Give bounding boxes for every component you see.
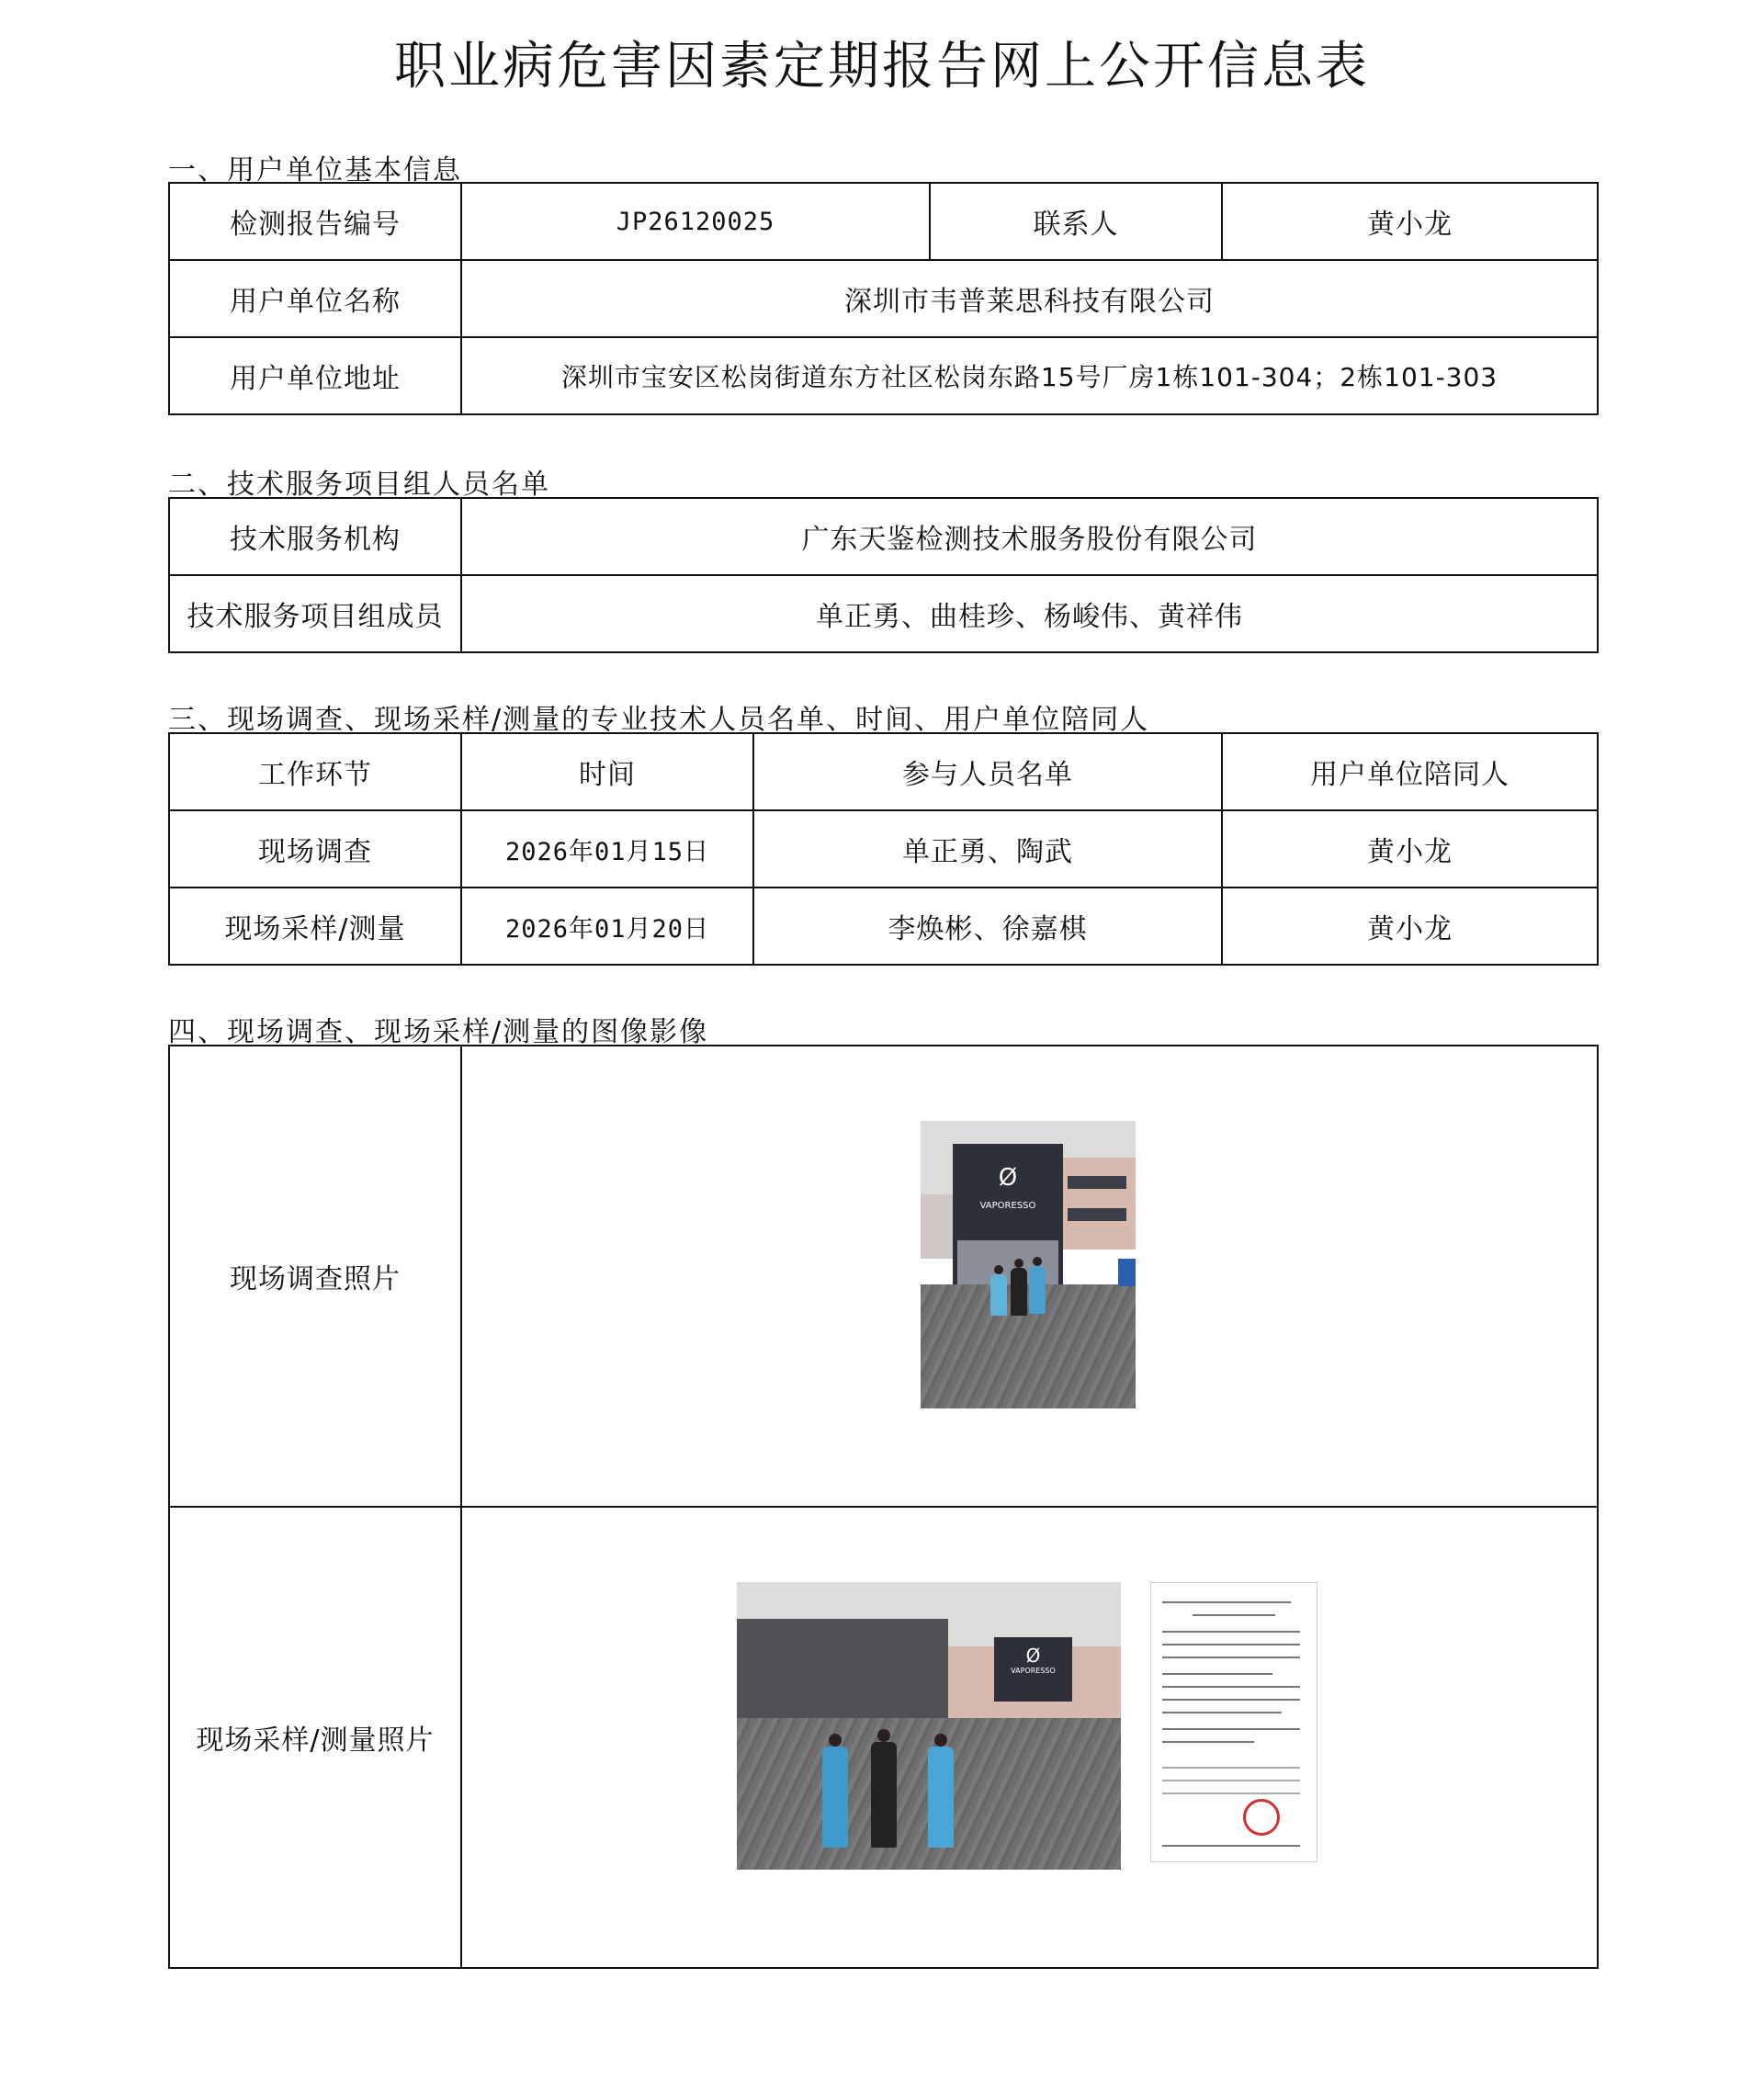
sampling-photo-label: 现场采样/测量照片: [169, 1507, 461, 1968]
survey-photo: [921, 1121, 1136, 1408]
person: [822, 1747, 848, 1848]
participants: 单正勇、陶武: [753, 810, 1222, 888]
sampling-photo: [737, 1582, 1121, 1870]
header-escort: 用户单位陪同人: [1222, 733, 1598, 810]
logo-icon: Ø: [1025, 1645, 1041, 1667]
participants: 李焕彬、徐嘉棋: [753, 888, 1222, 965]
header-work-stage: 工作环节: [169, 733, 461, 810]
report-no-value: JP26120025: [461, 183, 930, 260]
section-4-heading: 四、现场调查、现场采样/测量的图像影像: [168, 1016, 709, 1048]
company-sign: [994, 1637, 1072, 1702]
contact-value: 黄小龙: [1222, 183, 1598, 260]
escort: 黄小龙: [1222, 810, 1598, 888]
team-members-value: 单正勇、曲桂珍、杨峻伟、黄祥伟: [461, 575, 1598, 652]
building: [1058, 1158, 1136, 1250]
page-title: 职业病危害因素定期报告网上公开信息表: [394, 37, 1370, 96]
work-stage: 现场采样/测量: [169, 888, 461, 965]
unit-name-value: 深圳市韦普莱思科技有限公司: [461, 260, 1598, 337]
red-seal-stamp: [1243, 1799, 1280, 1836]
work-date: 2026年01月15日: [461, 810, 753, 888]
team-members-label: 技术服务项目组成员: [169, 575, 461, 652]
person: [990, 1274, 1007, 1316]
survey-photo-label: 现场调查照片: [169, 1046, 461, 1507]
team-table: [168, 497, 1599, 653]
section-1-heading: 一、用户单位基本信息: [168, 154, 462, 187]
section-3-heading: 三、现场调查、现场采样/测量的专业技术人员名单、时间、用户单位陪同人: [168, 704, 1150, 736]
sign-text: VAPORESSO: [1011, 1667, 1056, 1675]
section-2-heading: 二、技术服务项目组人员名单: [168, 469, 550, 501]
work-stage: 现场调查: [169, 810, 461, 888]
service-org-value: 广东天鉴检测技术服务股份有限公司: [461, 498, 1598, 575]
table-row: [169, 810, 1598, 888]
sign-text: VAPORESSO: [979, 1201, 1036, 1211]
person: [928, 1747, 954, 1848]
unit-address-label: 用户单位地址: [169, 337, 461, 414]
unit-address-value: 深圳市宝安区松岗街道东方社区松岗东路15号厂房1栋101-304；2栋101-303: [461, 337, 1598, 414]
logo-icon: Ø: [998, 1164, 1018, 1192]
person: [1029, 1266, 1046, 1314]
report-no-label: 检测报告编号: [169, 183, 461, 260]
contact-label: 联系人: [930, 183, 1222, 260]
sampling-record-document: [1150, 1582, 1317, 1862]
person: [871, 1742, 897, 1848]
work-date: 2026年01月20日: [461, 888, 753, 965]
field-work-table: [168, 732, 1599, 966]
header-time: 时间: [461, 733, 753, 810]
service-org-label: 技术服务机构: [169, 498, 461, 575]
basic-info-table: [168, 182, 1599, 415]
person: [1011, 1268, 1027, 1316]
unit-name-label: 用户单位名称: [169, 260, 461, 337]
escort: 黄小龙: [1222, 888, 1598, 965]
header-participants: 参与人员名单: [753, 733, 1222, 810]
table-row: [169, 888, 1598, 965]
